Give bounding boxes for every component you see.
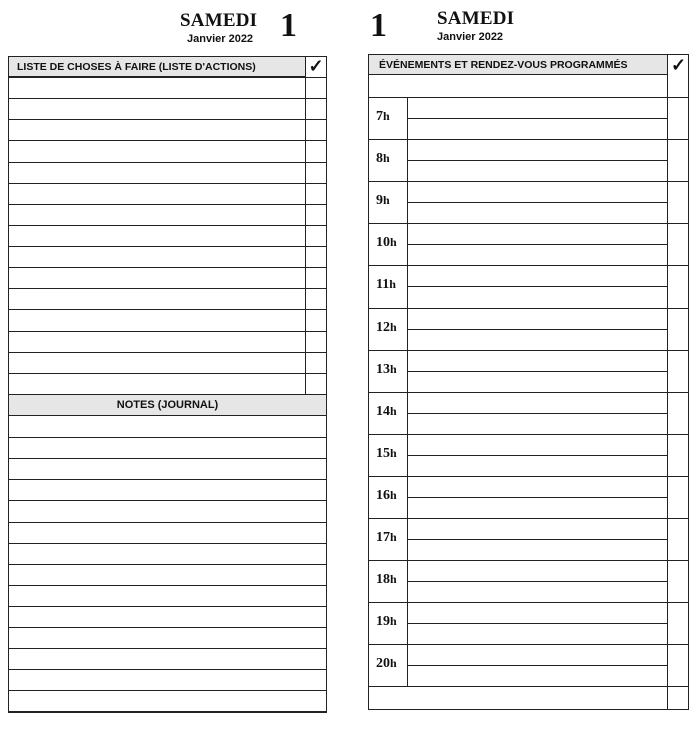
- todo-line: [9, 373, 326, 374]
- hour-label: [376, 320, 397, 336]
- hour-label: [376, 193, 390, 209]
- events-hour-line: [369, 139, 689, 140]
- todo-check-header-icon: ✓: [308, 56, 324, 76]
- hour-label: [376, 488, 397, 504]
- right-day-name: SAMEDI: [437, 8, 515, 29]
- hour-number: 16: [376, 488, 390, 503]
- events-half-hour-line: [408, 244, 668, 245]
- hour-unit: h: [390, 320, 397, 334]
- hour-label: [376, 404, 397, 420]
- events-hour-line: [369, 265, 689, 266]
- hour-label: [376, 362, 397, 378]
- todo-line: [9, 267, 326, 268]
- events-hour-line: [369, 476, 689, 477]
- notes-line: [9, 669, 326, 670]
- hour-unit: h: [389, 277, 396, 291]
- notes-line: [9, 564, 326, 565]
- todo-line: [9, 204, 326, 205]
- hour-unit: h: [390, 614, 397, 628]
- events-half-hour-line: [408, 329, 668, 330]
- hour-label: [376, 656, 397, 672]
- notes-line: [9, 437, 326, 438]
- hour-unit: h: [390, 362, 397, 376]
- hour-unit: h: [390, 572, 397, 586]
- todo-line: [9, 225, 326, 226]
- hour-number: 10: [376, 235, 390, 250]
- events-hour-line: [369, 223, 689, 224]
- hour-label: [376, 572, 397, 588]
- events-title: ÉVÉNEMENTS ET RENDEZ-VOUS PROGRAMMÉS: [379, 58, 628, 71]
- events-half-hour-line: [408, 497, 668, 498]
- events-hour-line: [369, 181, 689, 182]
- events-panel: [368, 54, 689, 710]
- todo-line: [9, 183, 326, 184]
- hour-number: 8: [376, 151, 383, 166]
- events-check-column-divider: [667, 54, 668, 710]
- events-hour-line: [369, 644, 689, 645]
- notes-line: [9, 648, 326, 649]
- hour-unit: h: [383, 109, 390, 123]
- events-check-header-icon: ✓: [670, 54, 687, 75]
- notes-line: [9, 500, 326, 501]
- events-half-hour-line: [408, 623, 668, 624]
- events-half-hour-line: [408, 413, 668, 414]
- hour-label: [376, 235, 397, 251]
- hour-number: 15: [376, 446, 390, 461]
- hour-label: [376, 446, 397, 462]
- hour-number: 19: [376, 614, 390, 629]
- events-hour-line: [369, 560, 689, 561]
- todo-line: [9, 77, 326, 78]
- todo-line: [9, 309, 326, 310]
- hour-label: [376, 109, 390, 125]
- hour-unit: h: [383, 193, 390, 207]
- notes-line: [9, 690, 326, 691]
- hour-unit: h: [390, 656, 397, 670]
- notes-line: [9, 585, 326, 586]
- hour-unit: h: [390, 530, 397, 544]
- todo-header: [9, 57, 306, 77]
- hour-label: [376, 277, 396, 293]
- hour-label: [376, 530, 397, 546]
- right-date-number: 1: [370, 7, 387, 44]
- events-top-line: [369, 97, 689, 98]
- notes-line: [9, 543, 326, 544]
- events-hour-line: [369, 308, 689, 309]
- events-half-hour-line: [408, 202, 668, 203]
- events-half-hour-line: [408, 581, 668, 582]
- todo-line: [9, 331, 326, 332]
- notes-title: NOTES (JOURNAL): [116, 399, 219, 411]
- notes-line: [9, 711, 326, 712]
- hour-label: [376, 614, 397, 630]
- left-month-year: Janvier 2022: [187, 33, 254, 45]
- hour-unit: h: [390, 446, 397, 460]
- todo-title: LISTE DE CHOSES À FAIRE (LISTE D'ACTIONS): [17, 60, 256, 73]
- todo-line: [9, 119, 326, 120]
- events-hour-line: [369, 602, 689, 603]
- hour-unit: h: [390, 488, 397, 502]
- hour-number: 12: [376, 320, 390, 335]
- notes-header: [9, 394, 326, 416]
- events-half-hour-line: [408, 371, 668, 372]
- hour-number: 17: [376, 530, 390, 545]
- left-day-name: SAMEDI: [180, 10, 258, 31]
- events-half-hour-line: [408, 665, 668, 666]
- events-hour-line: [369, 518, 689, 519]
- hour-unit: h: [383, 151, 390, 165]
- todo-notes-panel: [8, 56, 327, 713]
- todo-line: [9, 246, 326, 247]
- todo-line: [9, 98, 326, 99]
- hour-number: 18: [376, 572, 390, 587]
- notes-line: [9, 606, 326, 607]
- hour-label: [376, 151, 390, 167]
- todo-line: [9, 352, 326, 353]
- hour-number: 11: [376, 277, 390, 292]
- hour-unit: h: [390, 235, 397, 249]
- notes-line: [9, 458, 326, 459]
- hour-number: 20: [376, 656, 390, 671]
- events-half-hour-line: [408, 455, 668, 456]
- notes-line: [9, 479, 326, 480]
- right-month-year: Janvier 2022: [437, 31, 504, 43]
- events-half-hour-line: [408, 118, 668, 119]
- todo-line: [9, 288, 326, 289]
- notes-line: [9, 522, 326, 523]
- hour-unit: h: [390, 404, 397, 418]
- events-hour-line: [369, 350, 689, 351]
- todo-line: [9, 140, 326, 141]
- hour-number: 7: [376, 109, 383, 124]
- events-hour-line: [369, 392, 689, 393]
- hour-number: 9: [376, 193, 383, 208]
- events-header: [369, 55, 667, 75]
- hour-number: 14: [376, 404, 390, 419]
- events-half-hour-line: [408, 160, 668, 161]
- events-half-hour-line: [408, 539, 668, 540]
- events-hour-line: [369, 434, 689, 435]
- left-date-number: 1: [280, 7, 297, 44]
- events-half-hour-line: [408, 286, 668, 287]
- todo-line: [9, 162, 326, 163]
- events-hour-line: [369, 686, 689, 687]
- notes-line: [9, 627, 326, 628]
- hour-number: 13: [376, 362, 390, 377]
